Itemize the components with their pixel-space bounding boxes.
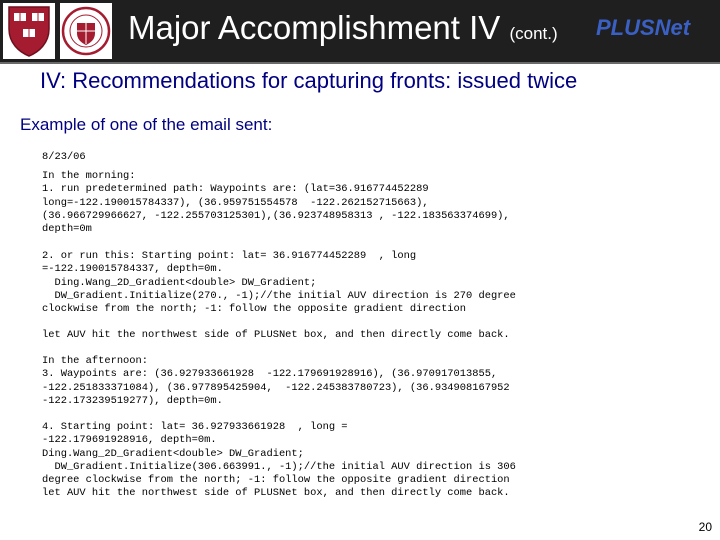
slide-header: [0, 0, 720, 62]
page-number: 20: [698, 520, 712, 534]
university-seal-icon: [60, 3, 112, 59]
email-morning-instructions: In the morning: 1. run predetermined path: Waypoints are: (lat=36.916774452289 long=-122.190015784337), (36.959751554578 -122.262152715663), (36.966729966627, -122.255703125301),(36.923748958313 , -122.183563374699), depth=0m: [42, 170, 510, 236]
email-afternoon-instructions: In the afternoon: 3. Waypoints are: (36.927933661928 -122.179691928916), (36.970917013855, -122.251833371084), (36.977895425904, -122.245383780723), (36.934908167952 -122.173239519277), depth=0m.: [42, 355, 510, 407]
slide-title: [128, 8, 558, 54]
example-heading: Example of one of the email sent:: [20, 115, 273, 134]
slide-subtitle: IV: Recommendations for capturing fronts: issued twice: [40, 68, 578, 93]
email-date: 8/23/06: [42, 151, 86, 163]
email-auv-note: let AUV hit the northwest side of PLUSNet box, and then directly come back.: [42, 329, 510, 341]
header-divider: [0, 62, 720, 64]
email-alternative-route: 2. or run this: Starting point: lat= 36.916774452289 , long =-122.190015784337, depth=0m. Ding.Wang_2D_Gradient<double> DW_Gradient; DW_Gradient.Initialize(270., -1);//the initial AUV direction is 270 degree clockwise from the north; -1: follow the opposite gradient direction: [42, 250, 516, 316]
title-suffix: (cont.): [509, 24, 558, 43]
harvard-shield-icon: [3, 3, 55, 59]
title-main: Major Accomplishment IV: [128, 9, 501, 46]
email-starting-point: 4. Starting point: lat= 36.927933661928 , long = -122.179691928916, depth=0m. Ding.Wang_2D_Gradient<double> DW_Gradient; DW_Gradient.Initialize(306.663991., -1);//the initial AUV direction is 306 degree clockwise from the north; -1: follow the opposite gradient direction let AUV hit the northwest side of PLUSNet box, and then directly come back.: [42, 421, 516, 500]
plusnet-logo: PLUSNet: [596, 15, 691, 40]
